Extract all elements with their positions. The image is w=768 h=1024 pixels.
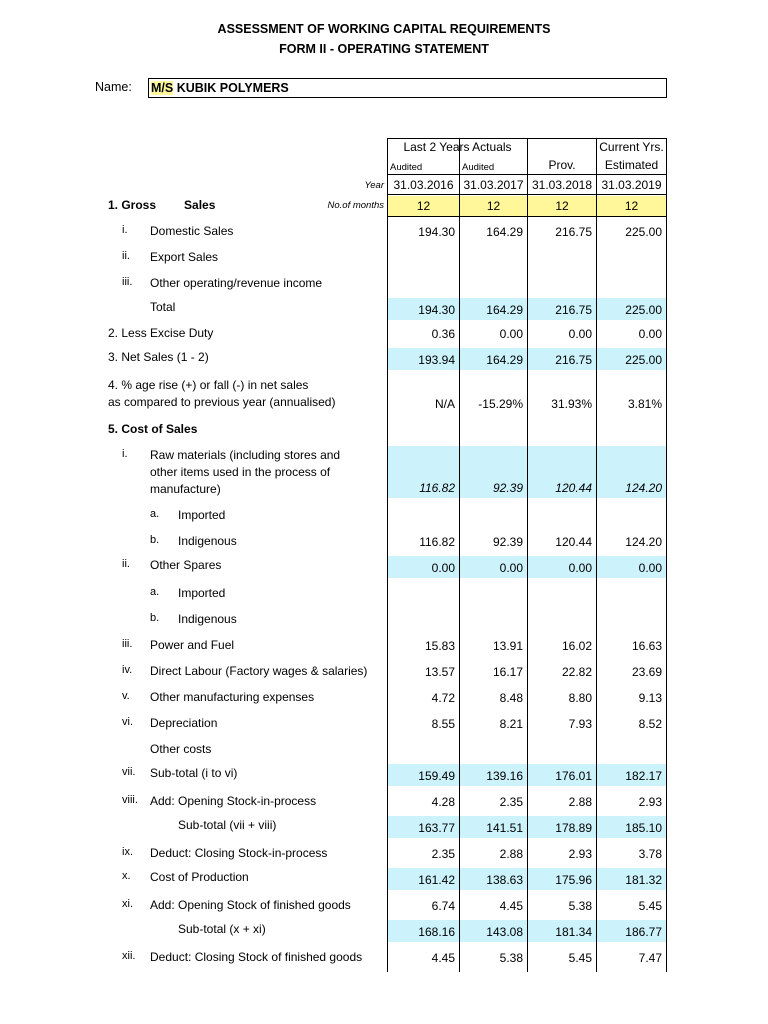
row-number: iii. <box>122 276 133 288</box>
value-cell: 2.35 <box>499 795 523 809</box>
row-label: Sub-total (x + xi) <box>178 922 266 936</box>
value-cell: 16.63 <box>631 639 662 653</box>
value-cell: 7.93 <box>568 717 592 731</box>
row-label: 2. Less Excise Duty <box>108 326 214 340</box>
row-label: Other operating/revenue income <box>150 276 323 290</box>
value-cell: 31.93% <box>551 397 592 411</box>
header-audited-1: Audited <box>390 162 423 173</box>
value-cell: 2.88 <box>499 847 523 861</box>
value-cell: 5.38 <box>568 899 592 913</box>
row-label: Add: Opening Stock-in-process <box>150 794 317 808</box>
row-number: b. <box>150 534 160 546</box>
value-cell: 193.94 <box>418 353 455 367</box>
value-cell: 225.00 <box>625 353 662 367</box>
value-cell: 12 <box>555 199 569 213</box>
row-label: Export Sales <box>150 250 219 264</box>
value-cell: 186.77 <box>625 925 662 939</box>
value-cell: 124.20 <box>625 481 662 495</box>
value-cell: 2.35 <box>431 847 455 861</box>
year-col-4: 31.03.2019 <box>601 178 662 192</box>
header-line-1 <box>387 174 667 175</box>
row-label: Depreciation <box>150 716 218 730</box>
report-title: ASSESSMENT OF WORKING CAPITAL REQUIREMENTS <box>217 22 551 36</box>
value-cell: 12 <box>624 199 639 213</box>
row-number: iii. <box>122 638 133 650</box>
value-cell: 23.69 <box>631 665 662 679</box>
row-number: x. <box>122 870 131 882</box>
value-cell: 0.00 <box>431 561 455 575</box>
year-col-2: 31.03.2017 <box>463 178 524 192</box>
value-cell: 181.32 <box>625 873 662 887</box>
value-cell: 164.29 <box>486 303 523 317</box>
value-cell: 5.45 <box>638 899 662 913</box>
value-cell: 8.52 <box>638 717 662 731</box>
value-cell: 178.89 <box>555 821 592 835</box>
value-cell: 0.00 <box>638 561 662 575</box>
value-cell: 5.38 <box>499 951 523 965</box>
value-cell: 143.08 <box>486 925 523 939</box>
row-label: Indigenous <box>178 612 237 626</box>
row-label: 1. Gross Sales <box>108 198 216 212</box>
value-cell: 216.75 <box>555 225 592 239</box>
row-label: Domestic Sales <box>150 224 234 238</box>
row-label: Other Spares <box>150 558 222 572</box>
row-number: viii. <box>122 794 138 806</box>
value-cell: 15.83 <box>424 639 455 653</box>
year-col-3: 31.03.2018 <box>531 178 593 192</box>
row-number: a. <box>150 586 160 598</box>
row-label: Indigenous <box>178 534 237 548</box>
column-border-right <box>666 138 667 972</box>
value-cell: 2.88 <box>568 795 592 809</box>
row-label: Total <box>150 300 176 314</box>
value-cell: 168.16 <box>418 925 455 939</box>
value-cell: 9.13 <box>638 691 662 705</box>
value-cell: 7.47 <box>638 951 662 965</box>
value-cell: 12 <box>486 199 501 213</box>
value-cell: 216.75 <box>555 353 592 367</box>
value-cell: 163.77 <box>418 821 455 835</box>
row-number: ii. <box>122 558 130 570</box>
value-cell: 164.29 <box>486 353 523 367</box>
value-cell: 3.78 <box>638 847 662 861</box>
value-cell: 16.17 <box>492 665 523 679</box>
value-cell: 139.16 <box>486 769 523 783</box>
row-label: Power and Fuel <box>150 638 235 652</box>
row-label: Deduct: Closing Stock-in-process <box>150 846 328 860</box>
name-label: Name: <box>95 80 132 94</box>
value-cell: 0.00 <box>499 327 523 341</box>
row-label: 3. Net Sales (1 - 2) <box>108 350 209 364</box>
row-label: Cost of Production <box>150 870 249 884</box>
value-cell: 176.01 <box>555 769 592 783</box>
value-cell: 12 <box>416 199 431 213</box>
row-label: Other manufacturing expenses <box>150 690 315 704</box>
value-cell: 0.00 <box>568 327 592 341</box>
row-label: Sub-total (vii + viii) <box>178 818 277 832</box>
months-label: No.of months <box>327 200 384 211</box>
value-cell: 0.00 <box>499 561 523 575</box>
row-label: Sub-total (i to vi) <box>150 766 238 780</box>
value-cell: 138.63 <box>486 873 523 887</box>
name-prefix: M/S <box>151 81 174 95</box>
value-cell: 13.91 <box>492 639 523 653</box>
value-cell: 120.44 <box>555 535 592 549</box>
value-cell: 0.36 <box>431 327 455 341</box>
row-label: Other costs <box>150 742 212 756</box>
form-title: FORM II - OPERATING STATEMENT <box>279 42 489 56</box>
header-current-years: Current Yrs. <box>599 140 664 154</box>
value-cell: 0.00 <box>638 327 662 341</box>
header-line-3 <box>387 216 667 217</box>
row-label: Imported <box>178 586 226 600</box>
row-number: b. <box>150 612 160 624</box>
row-label: Direct Labour (Factory wages & salaries) <box>150 664 368 678</box>
row-number: ix. <box>122 846 133 858</box>
value-cell: 0.00 <box>568 561 592 575</box>
value-cell: 4.28 <box>431 795 455 809</box>
value-cell: 8.21 <box>499 717 523 731</box>
row-number: iv. <box>122 664 133 676</box>
value-cell: 22.82 <box>561 665 592 679</box>
value-cell: 92.39 <box>492 481 523 495</box>
value-cell: N/A <box>434 397 455 411</box>
header-estimated: Estimated <box>604 158 659 172</box>
value-cell: 120.44 <box>555 481 592 495</box>
name-value: KUBIK POLYMERS <box>176 81 289 95</box>
value-cell: 3.81% <box>627 397 662 411</box>
year-label: Year <box>364 180 384 191</box>
row-number: xii. <box>122 950 136 962</box>
row-label: 5. Cost of Sales <box>108 422 198 436</box>
value-cell: 8.48 <box>499 691 523 705</box>
value-cell: 225.00 <box>625 225 662 239</box>
value-cell: 124.20 <box>625 535 662 549</box>
value-cell: 194.30 <box>418 225 455 239</box>
value-cell: 194.30 <box>418 303 455 317</box>
row-number: i. <box>122 224 128 236</box>
header-last2years: Last 2 Years Actuals <box>403 140 512 154</box>
value-cell: 216.75 <box>555 303 592 317</box>
header-line-2 <box>387 194 667 195</box>
value-cell: 5.45 <box>568 951 592 965</box>
value-cell: 185.10 <box>625 821 662 835</box>
value-cell: 92.39 <box>492 535 523 549</box>
value-cell: 8.55 <box>431 717 455 731</box>
value-cell: 164.29 <box>486 225 523 239</box>
value-cell: 4.72 <box>431 691 455 705</box>
value-cell: -15.29% <box>478 397 523 411</box>
value-cell: 8.80 <box>568 691 592 705</box>
header-top-line <box>387 138 667 139</box>
value-cell: 6.74 <box>431 899 455 913</box>
name-field[interactable] <box>148 78 667 98</box>
value-cell: 4.45 <box>431 951 455 965</box>
value-cell: 2.93 <box>638 795 662 809</box>
row-label: Deduct: Closing Stock of finished goods <box>150 950 363 964</box>
value-cell: 4.45 <box>499 899 523 913</box>
year-col-1: 31.03.2016 <box>393 178 454 192</box>
value-cell: 159.49 <box>418 769 455 783</box>
row-number: ii. <box>122 250 130 262</box>
value-cell: 16.02 <box>561 639 592 653</box>
row-number: v. <box>122 690 130 702</box>
row-number: vii. <box>122 766 136 778</box>
header-audited-2: Audited <box>462 162 495 173</box>
row-label: 4. % age rise (+) or fall (-) in net sales as compared to previous year (annualised) <box>108 378 336 409</box>
value-cell: 2.93 <box>568 847 592 861</box>
value-cell: 181.34 <box>555 925 592 939</box>
row-label: Raw materials (including stores and other items used in the process of manufacture) <box>150 448 341 496</box>
header-prov: Prov. <box>548 158 576 172</box>
row-label: Imported <box>178 508 226 522</box>
row-label: Add: Opening Stock of finished goods <box>150 898 351 912</box>
value-cell: 175.96 <box>555 873 592 887</box>
value-cell: 116.82 <box>419 535 455 549</box>
value-cell: 141.51 <box>486 821 523 835</box>
value-cell: 225.00 <box>625 303 662 317</box>
row-number: vi. <box>122 716 133 728</box>
row-number: i. <box>122 448 128 460</box>
value-cell: 116.82 <box>419 481 455 495</box>
value-cell: 161.42 <box>418 873 455 887</box>
row-number: xi. <box>122 898 133 910</box>
row-number: a. <box>150 508 160 520</box>
value-cell: 13.57 <box>424 665 455 679</box>
value-cell: 182.17 <box>625 769 662 783</box>
